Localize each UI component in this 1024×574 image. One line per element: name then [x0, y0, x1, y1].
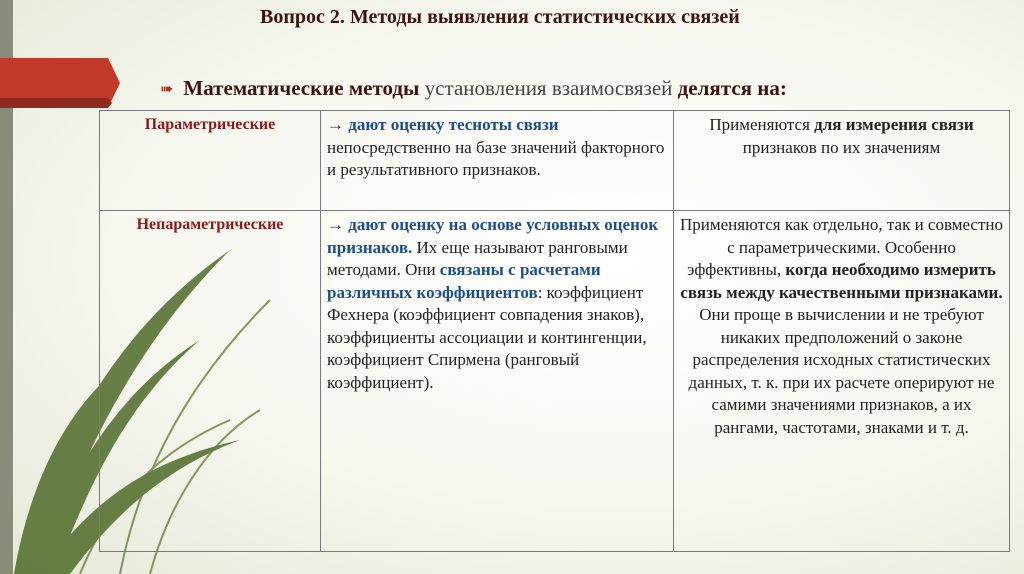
arrow-text: →: [327, 215, 344, 234]
usage-post: признаков по их значениям: [742, 137, 941, 157]
desc-mid: Их еще называют ранговыми методами. Они: [327, 237, 628, 279]
red-arrow-banner: [0, 58, 120, 108]
desc-rest: : коэффициент Фехнера (коэффициент совпадения знаков), коэффициенты ассоциации и контингенции, коэффициент Спирмена (ранговый коэффициент).: [327, 282, 647, 392]
method-name-nonparametric: Непараметрические: [100, 211, 321, 552]
method-description: [321, 211, 674, 552]
method-usage: [674, 211, 1010, 552]
method-usage: [674, 111, 1010, 211]
subtitle-bold-1: Математические методы: [183, 76, 420, 100]
usage-post: Они проще в вычислении и не требуют никаких предположений о законе распределения исходных статистических данных, т. к. при их расчете оперируют не самими значениями признаков, а их рангами, частотами, знаками и т. д.: [688, 305, 995, 437]
desc-highlight-2: связаны с расчетами различных коэффициентов: [327, 260, 601, 302]
arrow-bullet-icon: ➠: [160, 80, 174, 98]
subtitle-bold-2: делятся на:: [677, 76, 787, 100]
arrow-text: →: [327, 115, 344, 134]
table-row: [100, 111, 1010, 211]
desc-highlight: дают оценку тесноты связи: [344, 115, 559, 134]
method-name-parametric: Параметрические: [100, 111, 321, 211]
usage-bold: когда необходимо измерить связь между качественными признаками.: [680, 260, 1003, 302]
desc-rest: непосредственно на базе значений факторного и результативного признаков.: [327, 137, 665, 179]
subtitle: [160, 76, 787, 101]
methods-table: [99, 110, 1010, 552]
page-title: Вопрос 2. Методы выявления статистических связей: [260, 6, 740, 28]
subtitle-normal: установления взаимосвязей: [419, 76, 678, 100]
usage-pre: Применяются: [709, 115, 815, 134]
method-description: [321, 111, 674, 211]
usage-bold: для измерения связи: [814, 115, 974, 134]
table-row: [100, 211, 1010, 552]
usage-pre: Применяются как отдельно, так и совместно с параметрическими. Особенно эффективны,: [680, 215, 1004, 279]
desc-highlight: дают оценку на основе условных оценок признаков.: [327, 215, 659, 257]
